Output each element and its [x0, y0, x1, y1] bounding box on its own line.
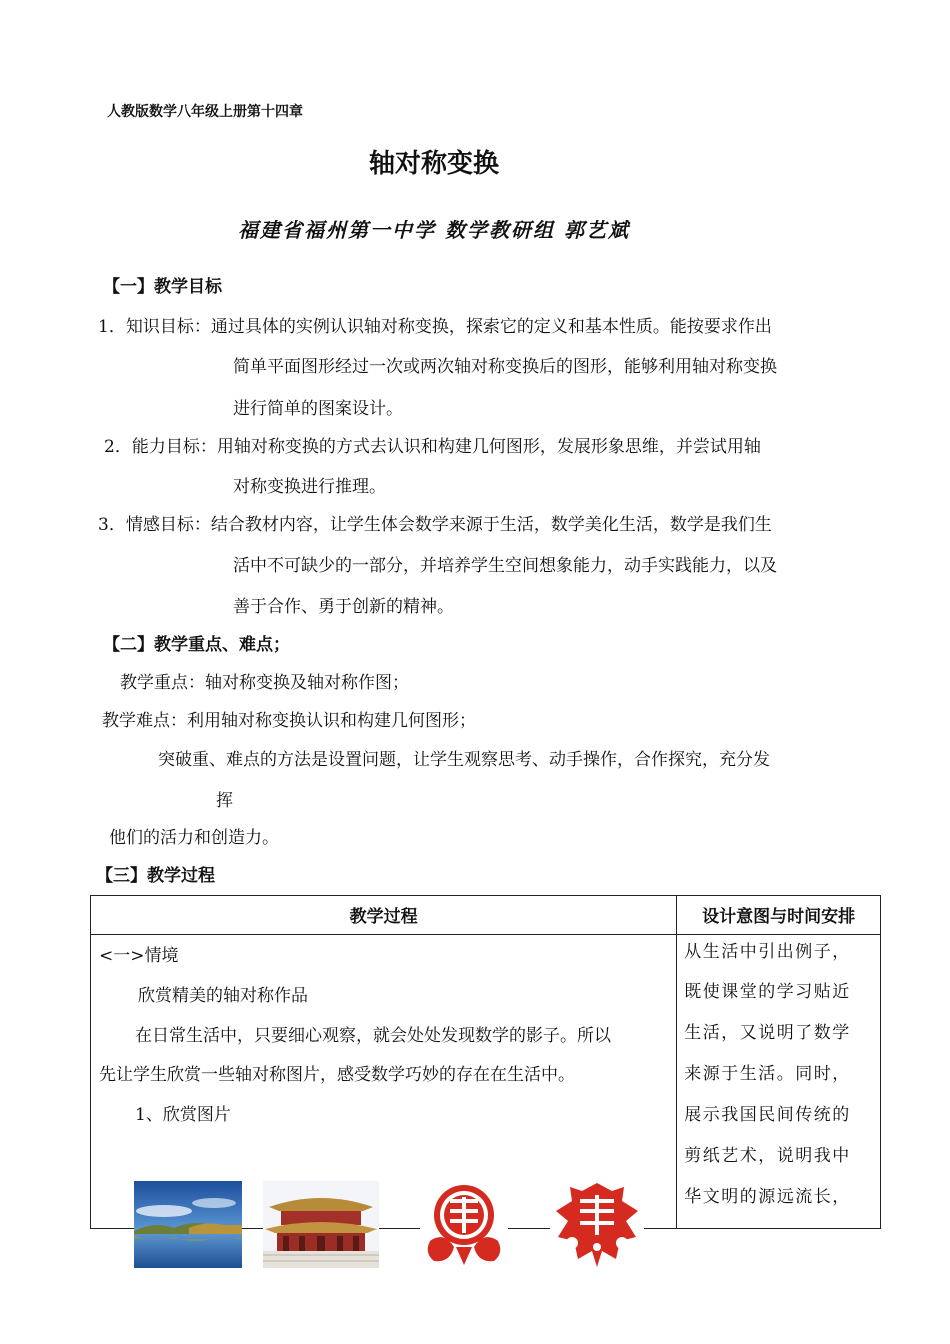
section-heading-process: 【三】教学过程 [96, 866, 215, 886]
section-heading-goals: 【一】教学目标 [103, 277, 222, 297]
goal-1-line-3: 进行简单的图案设计。 [233, 399, 403, 419]
intent-line-4: 来源于生活。同时， [684, 1064, 851, 1084]
process-table [90, 895, 881, 1229]
lake-landscape-image [134, 1181, 242, 1268]
intent-line-6: 剪纸艺术，说明我中 [684, 1146, 851, 1166]
table-header-process: 教学过程 [91, 896, 677, 935]
intent-cell [677, 935, 881, 1229]
view-pictures-item: 1、欣赏图片 [135, 1105, 231, 1125]
goal-3-line-1: 3．情感目标：结合教材内容，让学生体会数学来源于生活，数学美化生活，数学是我们生 [98, 515, 772, 535]
intent-line-1: 从生活中引出例子， [684, 942, 851, 962]
palace-image [263, 1181, 379, 1268]
page-title: 轴对称变换 [368, 149, 499, 179]
paper-cut-floral-image [550, 1181, 644, 1268]
difficult-point: 教学难点：利用轴对称变换认识和构建几何图形； [102, 711, 476, 731]
goal-1-line-1: 1．知识目标：通过具体的实例认识轴对称变换，探索它的定义和基本性质。能按要求作出 [98, 317, 772, 337]
intent-line-5: 展示我国民间传统的 [684, 1105, 851, 1125]
goal-1-line-2: 简单平面图形经过一次或两次轴对称变换后的图形，能够利用轴对称变换 [233, 357, 777, 377]
author-line: 福建省福州第一中学 数学教研组 郭艺斌 [238, 218, 630, 242]
book-reference: 人教版数学八年级上册第十四章 [107, 104, 303, 120]
method-line-1: 突破重、难点的方法是设置问题，让学生观察思考、动手操作，合作探究，充分发 [158, 750, 770, 770]
process-cell [91, 935, 677, 1229]
appreciate-title: 欣赏精美的轴对称作品 [138, 986, 308, 1006]
method-line-3: 他们的活力和创造力。 [109, 828, 279, 848]
intent-line-3: 生活，又说明了数学 [684, 1023, 851, 1043]
table-header-intent: 设计意图与时间安排 [677, 896, 881, 935]
intent-line-7: 华文明的源远流长， [684, 1187, 851, 1207]
section-heading-keypoints: 【二】教学重点、难点； [103, 635, 290, 655]
goal-2-line-2: 对称变换进行推理。 [233, 477, 386, 497]
goal-3-line-3: 善于合作、勇于创新的精神。 [233, 597, 454, 617]
situation-heading: <一>情境 [99, 946, 179, 966]
goal-2-line-1: 2．能力目标：用轴对称变换的方式去认识和构建几何图形，发展形象思维，并尝试用轴 [104, 437, 761, 457]
process-text-line-2: 先让学生欣赏一些轴对称图片，感受数学巧妙的存在在生活中。 [99, 1065, 575, 1085]
method-line-2: 挥 [216, 791, 233, 811]
intent-line-2: 既使课堂的学习贴近 [684, 982, 851, 1002]
process-text-line-1: 在日常生活中，只要细心观察，就会处处发现数学的影子。所以 [135, 1026, 611, 1046]
paper-cut-double-happiness-image [420, 1181, 508, 1268]
key-point: 教学重点：轴对称变换及轴对称作图； [120, 673, 409, 693]
goal-3-line-2: 活中不可缺少的一部分，并培养学生空间想象能力，动手实践能力，以及 [233, 556, 777, 576]
